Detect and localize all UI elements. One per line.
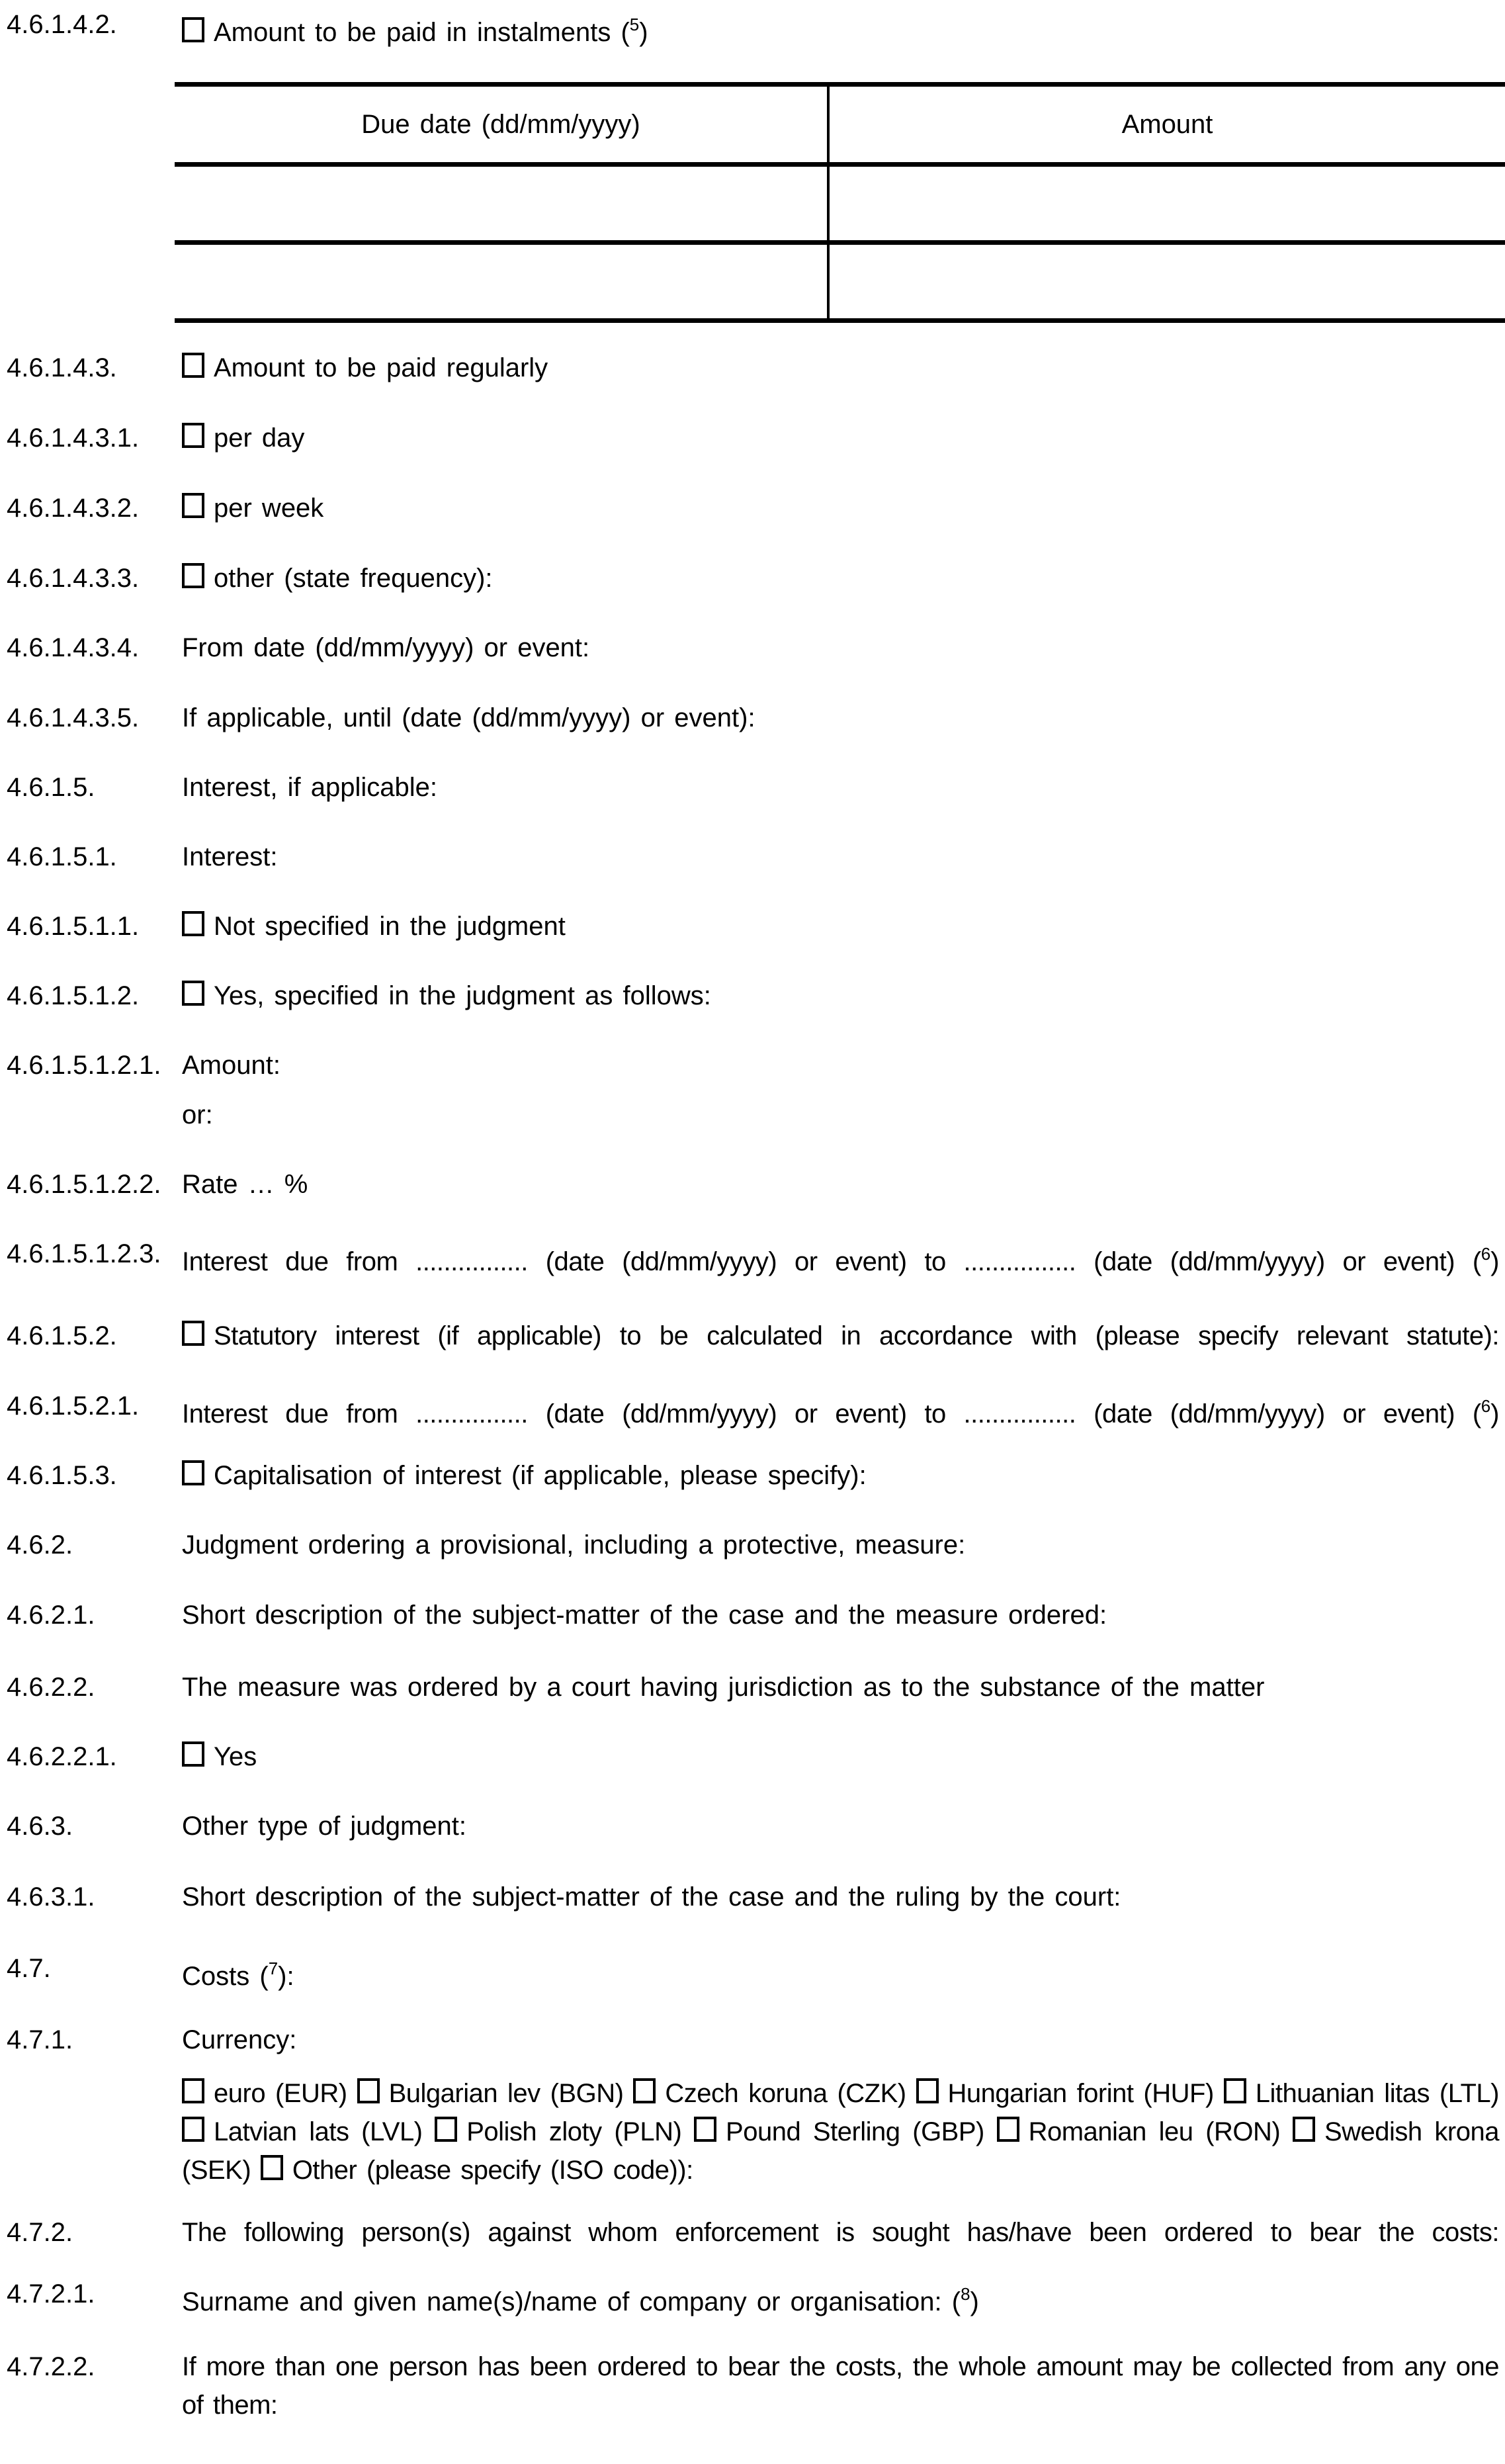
table-header-amount: Amount bbox=[1121, 110, 1213, 139]
item-text: Short description of the subject-matter of the case and the ruling by the court: bbox=[182, 1882, 1121, 1912]
checkbox[interactable] bbox=[633, 2078, 656, 2103]
form-item-4-6-1-5-2-1 bbox=[7, 1387, 1499, 1433]
item-number: 4.6.2.1. bbox=[7, 1601, 95, 1630]
footnote-ref: ($^7$) bbox=[259, 1958, 287, 1991]
checkbox[interactable] bbox=[435, 2117, 457, 2142]
item-number: 4.6.3. bbox=[7, 1812, 73, 1841]
item-text: Judgment ordering a provisional, including a protective, measure: bbox=[182, 1530, 966, 1560]
checkbox[interactable] bbox=[694, 2117, 716, 2142]
item-text: Not specified in the judgment bbox=[214, 912, 566, 941]
item-number: 4.6.1.4.2. bbox=[7, 10, 117, 39]
form-item-4-6-1-4-3-2 bbox=[7, 489, 1499, 527]
currency-options-paragraph bbox=[7, 2074, 1499, 2189]
item-number: 4.6.1.4.3.1. bbox=[7, 423, 140, 453]
footnote-ref: ($^5$) bbox=[621, 15, 648, 47]
form-item-4-7-2-1 bbox=[7, 2275, 1499, 2321]
item-number: 4.7.2.2. bbox=[7, 2352, 95, 2381]
checkbox[interactable] bbox=[182, 1741, 204, 1767]
form-item-4-6-1-5-1-2-3 bbox=[7, 1235, 1499, 1281]
form-item-4-6-1-5-1 bbox=[7, 838, 1499, 876]
item-number: 4.7.1. bbox=[7, 2025, 73, 2054]
item-text: or: bbox=[182, 1100, 213, 1129]
checkbox[interactable] bbox=[357, 2078, 380, 2103]
form-item-4-7-2-2 bbox=[7, 2348, 1499, 2424]
item-text: Amount: bbox=[182, 1051, 280, 1080]
item-text: Interest due from ................ (date (dd/mm/yyyy) or event) to ................ (date (dd/mm/yyyy) or event) bbox=[182, 1247, 1455, 1276]
item-number: 4.7. bbox=[7, 1954, 51, 1983]
form-item-4-6-1-5-1-2 bbox=[7, 977, 1499, 1015]
footnote-ref: ($^6$) bbox=[1472, 1396, 1499, 1429]
item-number: 4.6.1.5. bbox=[7, 773, 95, 802]
form-item-4-6-1-5 bbox=[7, 768, 1499, 807]
currency-option-lvl: Latvian lats (LVL) bbox=[182, 2117, 423, 2146]
form-item-4-7-1 bbox=[7, 2021, 1499, 2059]
item-number: 4.6.1.4.3.5. bbox=[7, 703, 140, 732]
item-text: Capitalisation of interest (if applicable, please specify): bbox=[214, 1461, 867, 1490]
currency-option-other: Other (please specify (ISO code)): bbox=[261, 2156, 693, 2185]
item-number: 4.6.1.5.1.2.3. bbox=[7, 1239, 161, 1268]
checkbox[interactable] bbox=[1293, 2117, 1315, 2142]
form-item-4-6-1-4-3-4 bbox=[7, 629, 1499, 667]
item-text: Other type of judgment: bbox=[182, 1812, 467, 1841]
item-number: 4.7.2. bbox=[7, 2218, 73, 2247]
form-item-4-6-1-4-3-3 bbox=[7, 559, 1499, 597]
currency-option-huf: Hungarian forint (HUF) bbox=[916, 2079, 1214, 2108]
checkbox[interactable] bbox=[916, 2078, 939, 2103]
item-text: per day bbox=[214, 423, 305, 453]
item-text: Yes bbox=[214, 1742, 257, 1771]
item-text: Short description of the subject-matter of the case and the measure ordered: bbox=[182, 1601, 1107, 1630]
item-text: If more than one person has been ordered to bear the costs, the whole amount may be collected from any one of them: bbox=[182, 2352, 1499, 2420]
item-number: 4.6.1.4.3.4. bbox=[7, 633, 140, 662]
item-number: 4.6.2.2.1. bbox=[7, 1742, 117, 1771]
table-header-due-date: Due date (dd/mm/yyyy) bbox=[175, 87, 830, 162]
checkbox[interactable] bbox=[182, 1321, 204, 1346]
item-text: per week bbox=[214, 494, 324, 523]
form-item-4-7-2 bbox=[7, 2213, 1499, 2252]
currency-option-bgn: Bulgarian lev (BGN) bbox=[357, 2079, 624, 2108]
form-item-4-6-1-5-3 bbox=[7, 1456, 1499, 1495]
item-number: 4.6.1.4.3.2. bbox=[7, 494, 140, 523]
item-text: Amount to be paid in instalments bbox=[214, 18, 611, 47]
item-text: The measure was ordered by a court having jurisdiction as to the substance of the matter bbox=[182, 1673, 1265, 1702]
item-number: 4.6.2.2. bbox=[7, 1673, 95, 1702]
item-text: Costs bbox=[182, 1962, 250, 1991]
form-item-4-6-2-1 bbox=[7, 1596, 1499, 1634]
checkbox[interactable] bbox=[182, 911, 204, 936]
currency-option-eur: euro (EUR) bbox=[182, 2079, 347, 2108]
amount-cell-row1[interactable] bbox=[830, 167, 1505, 240]
item-text: Yes, specified in the judgment as follows: bbox=[214, 981, 711, 1010]
form-item-4-6-1-5-1-2-1 bbox=[7, 1046, 1499, 1084]
footnote-ref: ($^8$) bbox=[951, 2284, 979, 2316]
item-number: 4.7.2.1. bbox=[7, 2279, 95, 2309]
table-row bbox=[175, 167, 1505, 245]
item-number: 4.6.3.1. bbox=[7, 1882, 95, 1912]
checkbox[interactable] bbox=[182, 423, 204, 448]
form-item-4-6-2 bbox=[7, 1526, 1499, 1564]
checkbox[interactable] bbox=[261, 2155, 283, 2180]
item-text: If applicable, until (date (dd/mm/yyyy) or event): bbox=[182, 703, 755, 732]
currency-option-czk: Czech koruna (CZK) bbox=[633, 2079, 906, 2108]
item-number: 4.6.1.5.1.2.1. bbox=[7, 1051, 161, 1080]
form-item-4-6-2-2-1 bbox=[7, 1738, 1499, 1776]
item-number: 4.6.1.5.3. bbox=[7, 1461, 117, 1490]
currency-option-gbp: Pound Sterling (GBP) bbox=[694, 2117, 984, 2146]
checkbox[interactable] bbox=[182, 493, 204, 518]
form-item-4-6-3-1 bbox=[7, 1878, 1499, 1916]
item-number: 4.6.1.4.3. bbox=[7, 353, 117, 382]
item-number: 4.6.1.4.3.3. bbox=[7, 564, 140, 593]
item-number: 4.6.1.5.1.2. bbox=[7, 981, 140, 1010]
table-row bbox=[175, 245, 1505, 318]
checkbox[interactable] bbox=[1224, 2078, 1246, 2103]
footnote-ref: ($^6$) bbox=[1472, 1244, 1499, 1276]
item-text: other (state frequency): bbox=[214, 564, 493, 593]
item-text: Amount to be paid regularly bbox=[214, 353, 548, 382]
currency-option-ltl: Lithuanian litas (LTL) bbox=[1224, 2079, 1499, 2108]
form-item-4-6-3 bbox=[7, 1807, 1499, 1845]
item-text: From date (dd/mm/yyyy) or event: bbox=[182, 633, 590, 662]
item-number: 4.6.1.5.2.1. bbox=[7, 1391, 140, 1421]
checkbox[interactable] bbox=[182, 17, 204, 42]
currency-option-ron: Romanian leu (RON) bbox=[997, 2117, 1281, 2146]
item-text-suffix: : bbox=[286, 1962, 294, 1991]
form-item-4-7 bbox=[7, 1949, 1499, 1996]
currency-option-pln: Polish zloty (PLN) bbox=[435, 2117, 681, 2146]
form-item-4-6-1-4-3-1 bbox=[7, 419, 1499, 457]
item-text: Surname and given name(s)/name of company or organisation: bbox=[182, 2287, 942, 2316]
checkbox[interactable] bbox=[182, 2117, 204, 2142]
amount-cell-row2[interactable] bbox=[830, 245, 1505, 318]
item-number: 4.6.1.5.1.2.2. bbox=[7, 1170, 161, 1199]
item-text: Rate … % bbox=[182, 1170, 308, 1199]
form-item-4-6-1-4-2 bbox=[7, 5, 1499, 52]
checkbox[interactable] bbox=[182, 2078, 204, 2103]
currency-option-sek: Swedish krona (SEK) bbox=[182, 2117, 1499, 2185]
item-number: 4.6.1.5.1. bbox=[7, 842, 117, 871]
form-item-or bbox=[7, 1096, 1499, 1134]
item-number: 4.6.1.5.1.1. bbox=[7, 912, 140, 941]
form-item-4-6-1-5-1-1 bbox=[7, 907, 1499, 946]
form-item-4-6-1-4-3 bbox=[7, 349, 1499, 387]
due-date-cell-row2[interactable] bbox=[175, 245, 830, 318]
item-text: Currency: bbox=[182, 2025, 297, 2054]
item-text: The following person(s) against whom enforcement is sought has/have been ordered to bear the costs: bbox=[182, 2218, 1499, 2247]
item-text: Interest due from ................ (date (dd/mm/yyyy) or event) to ................ (date (dd/mm/yyyy) or event) bbox=[182, 1399, 1455, 1429]
item-text: Interest: bbox=[182, 842, 278, 871]
form-item-4-6-2-2 bbox=[7, 1668, 1499, 1706]
due-date-cell-row1[interactable] bbox=[175, 167, 830, 240]
checkbox[interactable] bbox=[182, 1460, 204, 1485]
checkbox[interactable] bbox=[182, 353, 204, 378]
checkbox[interactable] bbox=[182, 981, 204, 1006]
item-number: 4.6.1.5.2. bbox=[7, 1321, 117, 1350]
item-number: 4.6.2. bbox=[7, 1530, 73, 1560]
form-item-4-6-1-5-2 bbox=[7, 1317, 1499, 1355]
checkbox[interactable] bbox=[997, 2117, 1019, 2142]
item-text: Interest, if applicable: bbox=[182, 773, 437, 802]
table-header-row bbox=[175, 87, 1505, 167]
form-item-4-6-1-5-1-2-2 bbox=[7, 1165, 1499, 1204]
item-text: Statutory interest (if applicable) to be calculated in accordance with (please specify relevant statute): bbox=[214, 1321, 1499, 1350]
instalments-table bbox=[175, 82, 1505, 323]
checkbox[interactable] bbox=[182, 563, 204, 588]
form-item-4-6-1-4-3-5 bbox=[7, 699, 1499, 737]
